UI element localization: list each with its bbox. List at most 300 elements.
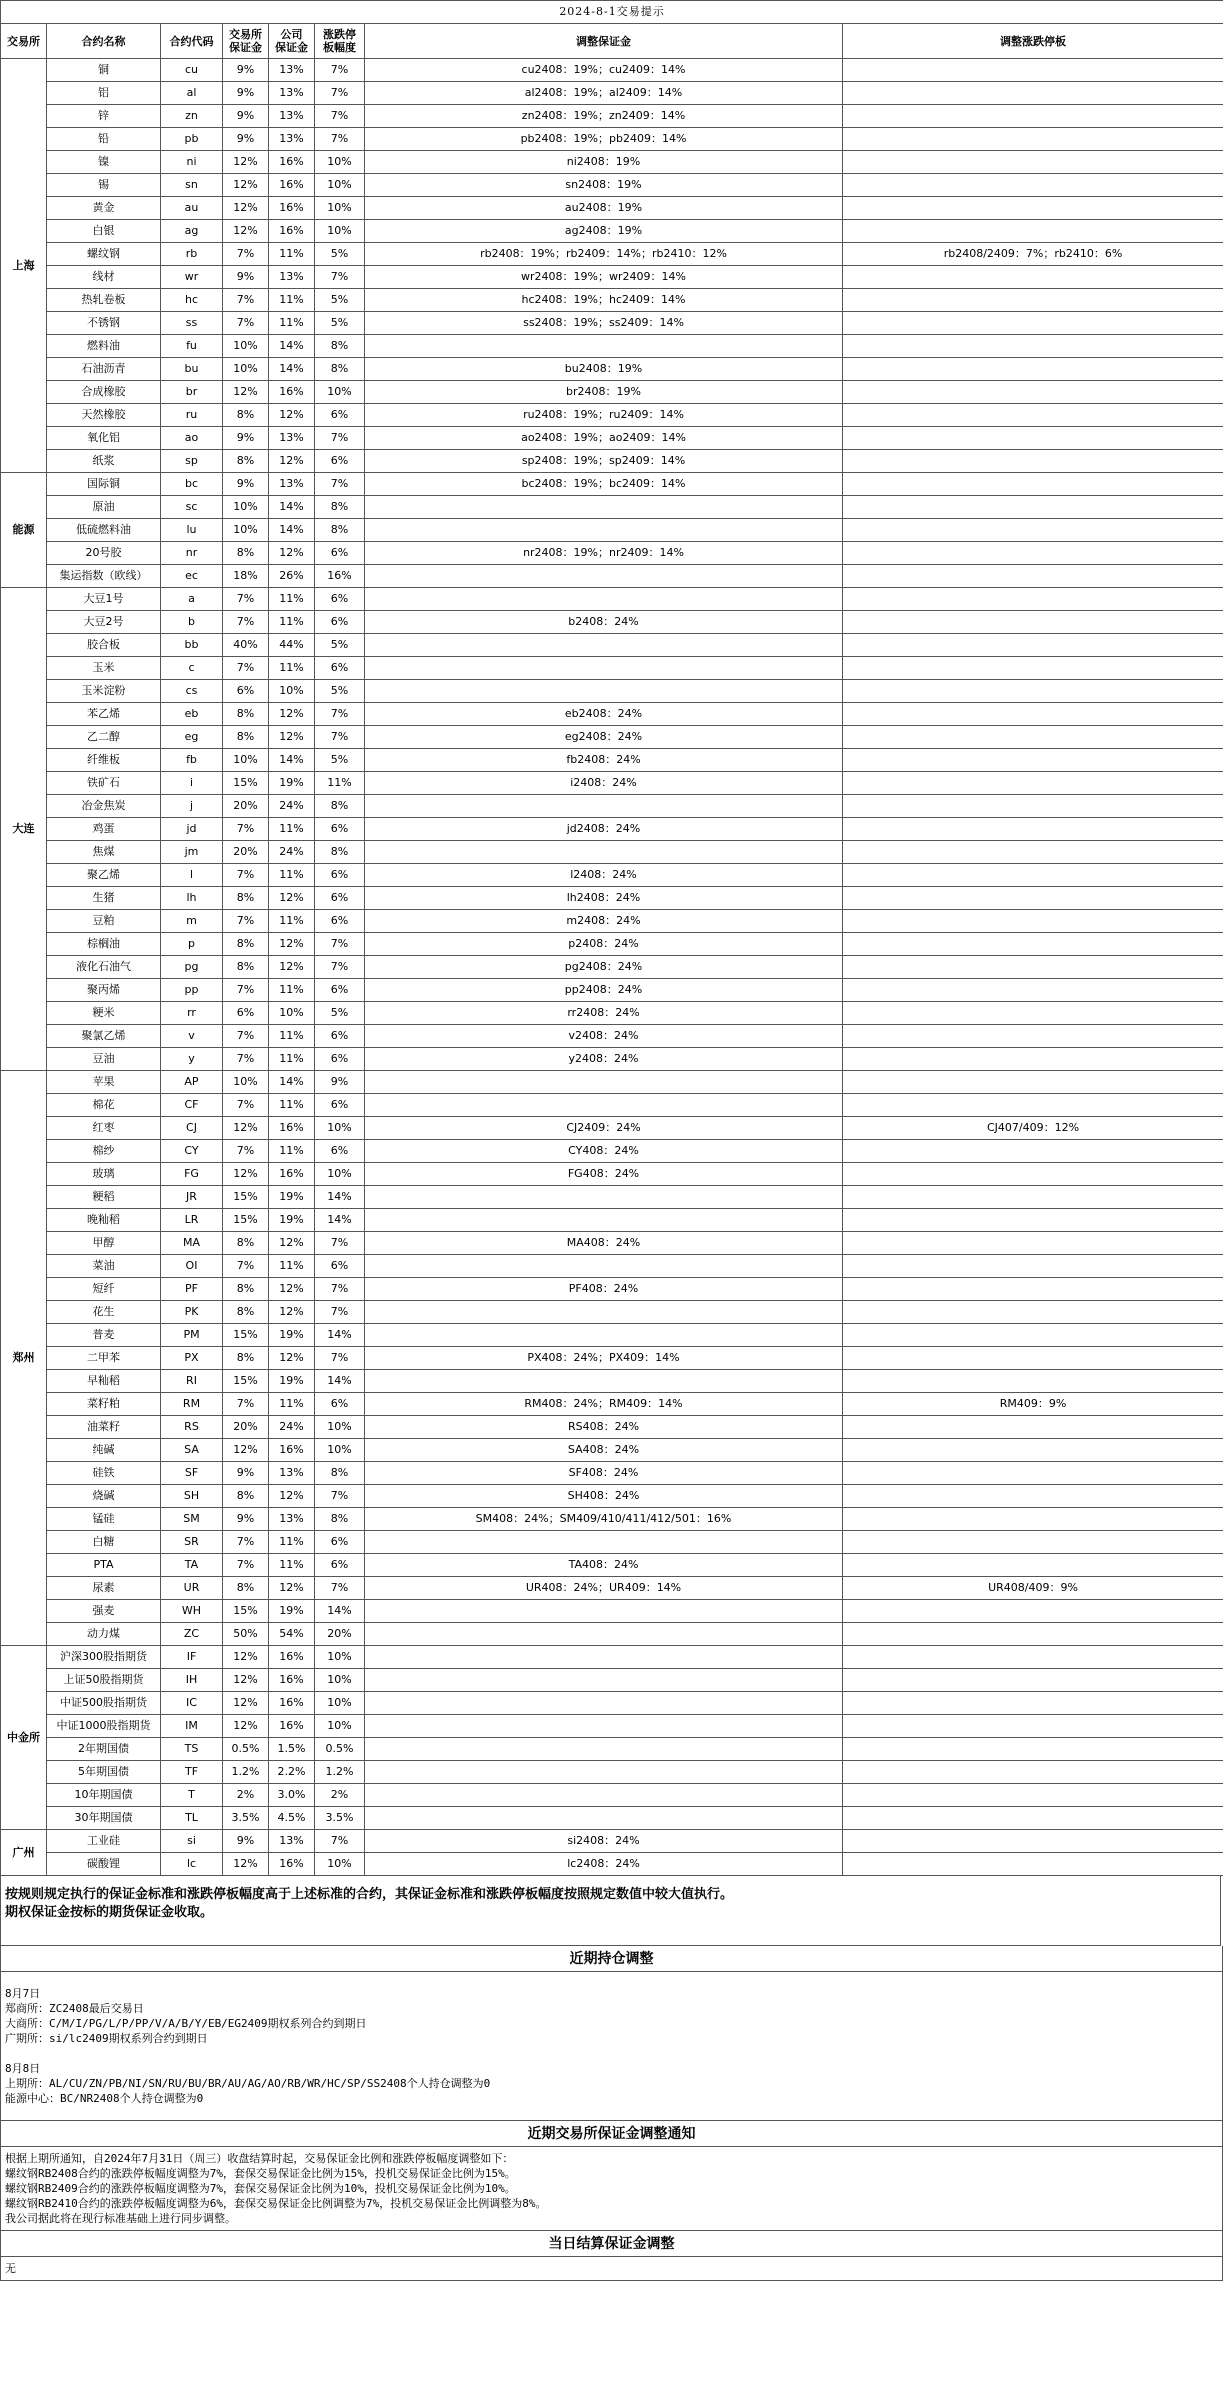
adjust-margin-cell: SM408：24%；SM409/410/411/412/501：16%: [365, 1508, 843, 1531]
table-row: [1, 956, 1223, 979]
company-margin-cell: 16%: [269, 1669, 315, 1692]
exchange-margin-cell: 18%: [223, 565, 269, 588]
exchange-margin-cell: 7%: [223, 979, 269, 1002]
contract-code-cell: eg: [161, 726, 223, 749]
contract-code-cell: au: [161, 197, 223, 220]
limit-cell: 8%: [315, 1508, 365, 1531]
table-row: [1, 1600, 1223, 1623]
adjust-margin-cell: rb2408：19%；rb2409：14%；rb2410：12%: [365, 243, 843, 266]
exchange-margin-cell: 9%: [223, 128, 269, 151]
contract-name-cell: 螺纹钢: [47, 243, 161, 266]
limit-cell: 7%: [315, 933, 365, 956]
limit-cell: 7%: [315, 427, 365, 450]
limit-cell: 6%: [315, 1094, 365, 1117]
contract-name-cell: 白银: [47, 220, 161, 243]
contract-name-cell: 早籼稻: [47, 1370, 161, 1393]
adjust-margin-cell: [365, 496, 843, 519]
company-margin-cell: 12%: [269, 1232, 315, 1255]
contract-code-cell: al: [161, 82, 223, 105]
company-margin-cell: 12%: [269, 887, 315, 910]
adjust-margin-cell: [365, 1531, 843, 1554]
table-row: [1, 910, 1223, 933]
table-row: [1, 565, 1223, 588]
adjust-limit-cell: [843, 1209, 1223, 1232]
contract-code-cell: IF: [161, 1646, 223, 1669]
adjust-margin-cell: [365, 1715, 843, 1738]
company-margin-cell: 11%: [269, 1094, 315, 1117]
adjust-limit-cell: [843, 1646, 1223, 1669]
table-row: [1, 1094, 1223, 1117]
table-row: [1, 1140, 1223, 1163]
contract-name-cell: 20号胶: [47, 542, 161, 565]
company-margin-cell: 2.2%: [269, 1761, 315, 1784]
company-margin-cell: 12%: [269, 726, 315, 749]
table-row: [1, 657, 1223, 680]
table-row: [1, 1347, 1223, 1370]
exchange-margin-cell: 12%: [223, 174, 269, 197]
adjust-margin-cell: [365, 795, 843, 818]
exchange-margin-cell: 7%: [223, 1554, 269, 1577]
table-row: [1, 519, 1223, 542]
exchange-margin-cell: 8%: [223, 1347, 269, 1370]
adjust-limit-cell: [843, 1140, 1223, 1163]
exchange-margin-cell: 2%: [223, 1784, 269, 1807]
limit-cell: 10%: [315, 1439, 365, 1462]
adjust-margin-cell: i2408：24%: [365, 772, 843, 795]
contract-code-cell: CJ: [161, 1117, 223, 1140]
contract-name-cell: 5年期国债: [47, 1761, 161, 1784]
limit-cell: 6%: [315, 1531, 365, 1554]
contract-code-cell: ss: [161, 312, 223, 335]
header-exchange-margin: 交易所 保证金: [223, 24, 269, 59]
exchange-margin-cell: 50%: [223, 1623, 269, 1646]
exchange-margin-cell: 7%: [223, 611, 269, 634]
adjust-margin-cell: v2408：24%: [365, 1025, 843, 1048]
header-contract-code: 合约代码: [161, 24, 223, 59]
table-row: [1, 841, 1223, 864]
contract-name-cell: 铅: [47, 128, 161, 151]
exchange-margin-cell: 12%: [223, 197, 269, 220]
contract-code-cell: SM: [161, 1508, 223, 1531]
adjust-margin-cell: p2408：24%: [365, 933, 843, 956]
table-row: [1, 1692, 1223, 1715]
contract-code-cell: ao: [161, 427, 223, 450]
exchange-margin-cell: 7%: [223, 289, 269, 312]
exchange-margin-cell: 7%: [223, 1048, 269, 1071]
adjust-limit-cell: [843, 105, 1223, 128]
contract-code-cell: wr: [161, 266, 223, 289]
contract-code-cell: fb: [161, 749, 223, 772]
contract-code-cell: lc: [161, 1853, 223, 1876]
section-line: 上期所：AL/CU/ZN/PB/NI/SN/RU/BU/BR/AU/AG/AO/RB/WR/HC/SP/SS2408个人持仓调整为0: [5, 2077, 491, 2090]
contract-name-cell: 黄金: [47, 197, 161, 220]
adjust-margin-cell: rr2408：24%: [365, 1002, 843, 1025]
contract-code-cell: c: [161, 657, 223, 680]
adjust-limit-cell: [843, 1255, 1223, 1278]
table-row: [1, 151, 1223, 174]
table-row: [1, 1186, 1223, 1209]
company-margin-cell: 12%: [269, 542, 315, 565]
adjust-limit-cell: [843, 335, 1223, 358]
company-margin-cell: 13%: [269, 105, 315, 128]
table-row: [1, 749, 1223, 772]
exchange-margin-cell: 8%: [223, 726, 269, 749]
adjust-limit-cell: [843, 634, 1223, 657]
contract-name-cell: 晚籼稻: [47, 1209, 161, 1232]
company-margin-cell: 13%: [269, 427, 315, 450]
exchange-margin-cell: 9%: [223, 1462, 269, 1485]
adjust-margin-cell: pg2408：24%: [365, 956, 843, 979]
exchange-margin-cell: 8%: [223, 1485, 269, 1508]
contract-name-cell: 工业硅: [47, 1830, 161, 1853]
limit-cell: 6%: [315, 979, 365, 1002]
contract-name-cell: 铜: [47, 59, 161, 82]
table-row: [1, 1002, 1223, 1025]
adjust-limit-cell: [843, 818, 1223, 841]
exchange-margin-cell: 8%: [223, 404, 269, 427]
company-margin-cell: 24%: [269, 795, 315, 818]
table-row: [1, 1623, 1223, 1646]
section-line: 广期所：si/lc2409期权系列合约到期日: [5, 2032, 208, 2045]
company-margin-cell: 24%: [269, 841, 315, 864]
table-row: [1, 1163, 1223, 1186]
limit-cell: 6%: [315, 588, 365, 611]
contract-name-cell: 强麦: [47, 1600, 161, 1623]
adjust-margin-cell: [365, 1600, 843, 1623]
company-margin-cell: 54%: [269, 1623, 315, 1646]
contract-code-cell: bc: [161, 473, 223, 496]
adjust-margin-cell: al2408：19%；al2409：14%: [365, 82, 843, 105]
contract-code-cell: l: [161, 864, 223, 887]
exchange-margin-cell: 12%: [223, 1117, 269, 1140]
company-margin-cell: 12%: [269, 1278, 315, 1301]
limit-cell: 10%: [315, 151, 365, 174]
contract-name-cell: 聚氯乙烯: [47, 1025, 161, 1048]
adjust-margin-cell: ao2408：19%；ao2409：14%: [365, 427, 843, 450]
section-line: 螺纹钢RB2408合约的涨跌停板幅度调整为7%，套保交易保证金比例为15%，投机交易保证金比例为15%。: [5, 2167, 516, 2180]
limit-cell: 10%: [315, 1117, 365, 1140]
adjust-margin-cell: RS408：24%: [365, 1416, 843, 1439]
contract-code-cell: JR: [161, 1186, 223, 1209]
company-margin-cell: 16%: [269, 381, 315, 404]
exchange-margin-cell: 9%: [223, 1508, 269, 1531]
contract-code-cell: si: [161, 1830, 223, 1853]
adjust-margin-cell: zn2408：19%；zn2409：14%: [365, 105, 843, 128]
limit-cell: 7%: [315, 82, 365, 105]
adjust-limit-cell: [843, 427, 1223, 450]
exchange-cell: 郑州: [1, 1071, 47, 1646]
contract-code-cell: cu: [161, 59, 223, 82]
section-line: 无: [5, 2262, 16, 2275]
adjust-limit-cell: [843, 381, 1223, 404]
limit-cell: 5%: [315, 312, 365, 335]
contract-name-cell: 普麦: [47, 1324, 161, 1347]
limit-cell: 7%: [315, 1301, 365, 1324]
table-row: [1, 220, 1223, 243]
contract-code-cell: ru: [161, 404, 223, 427]
exchange-margin-cell: 9%: [223, 82, 269, 105]
exchange-margin-cell: 12%: [223, 151, 269, 174]
section-body: [0, 2257, 1223, 2281]
adjust-margin-cell: [365, 657, 843, 680]
adjust-margin-cell: [365, 1094, 843, 1117]
company-margin-cell: 11%: [269, 1025, 315, 1048]
adjust-margin-cell: [365, 588, 843, 611]
limit-cell: 8%: [315, 335, 365, 358]
contract-code-cell: bb: [161, 634, 223, 657]
header-row: [1, 24, 1223, 59]
company-margin-cell: 10%: [269, 1002, 315, 1025]
exchange-margin-cell: 7%: [223, 1531, 269, 1554]
exchange-margin-cell: 6%: [223, 1002, 269, 1025]
company-margin-cell: 14%: [269, 749, 315, 772]
adjust-margin-cell: y2408：24%: [365, 1048, 843, 1071]
exchange-margin-cell: 15%: [223, 1370, 269, 1393]
limit-cell: 14%: [315, 1600, 365, 1623]
adjust-limit-cell: [843, 1508, 1223, 1531]
header-exchange: 交易所: [1, 24, 47, 59]
table-row: [1, 82, 1223, 105]
contract-name-cell: 短纤: [47, 1278, 161, 1301]
contract-name-cell: 石油沥青: [47, 358, 161, 381]
contract-name-cell: 粳稻: [47, 1186, 161, 1209]
exchange-margin-cell: 3.5%: [223, 1807, 269, 1830]
table-row: [1, 611, 1223, 634]
contract-name-cell: 花生: [47, 1301, 161, 1324]
adjust-limit-cell: [843, 680, 1223, 703]
company-margin-cell: 11%: [269, 243, 315, 266]
company-margin-cell: 44%: [269, 634, 315, 657]
table-row: [1, 703, 1223, 726]
company-margin-cell: 14%: [269, 496, 315, 519]
exchange-margin-cell: 10%: [223, 358, 269, 381]
table-row: [1, 1232, 1223, 1255]
company-margin-cell: 13%: [269, 1462, 315, 1485]
company-margin-cell: 16%: [269, 1715, 315, 1738]
exchange-margin-cell: 12%: [223, 1439, 269, 1462]
limit-cell: 11%: [315, 772, 365, 795]
contract-name-cell: 棉纱: [47, 1140, 161, 1163]
contract-code-cell: RM: [161, 1393, 223, 1416]
contract-code-cell: PX: [161, 1347, 223, 1370]
adjust-limit-cell: [843, 1761, 1223, 1784]
exchange-margin-cell: 10%: [223, 519, 269, 542]
contract-name-cell: 液化石油气: [47, 956, 161, 979]
table-row: [1, 1255, 1223, 1278]
limit-cell: 9%: [315, 1071, 365, 1094]
company-margin-cell: 11%: [269, 611, 315, 634]
adjust-limit-cell: [843, 657, 1223, 680]
exchange-margin-cell: 15%: [223, 1209, 269, 1232]
contract-code-cell: a: [161, 588, 223, 611]
header-company-margin: 公司 保证金: [269, 24, 315, 59]
exchange-margin-cell: 9%: [223, 1830, 269, 1853]
limit-cell: 8%: [315, 358, 365, 381]
limit-cell: 5%: [315, 243, 365, 266]
limit-cell: 6%: [315, 404, 365, 427]
company-margin-cell: 19%: [269, 1186, 315, 1209]
adjust-margin-cell: pb2408：19%；pb2409：14%: [365, 128, 843, 151]
adjust-margin-cell: [365, 565, 843, 588]
contract-code-cell: pp: [161, 979, 223, 1002]
company-margin-cell: 16%: [269, 1646, 315, 1669]
company-margin-cell: 16%: [269, 151, 315, 174]
section-line: 8月7日: [5, 1987, 41, 2000]
exchange-margin-cell: 12%: [223, 220, 269, 243]
company-margin-cell: 13%: [269, 473, 315, 496]
table-row: [1, 795, 1223, 818]
contract-name-cell: 甲醇: [47, 1232, 161, 1255]
exchange-margin-cell: 7%: [223, 657, 269, 680]
contract-name-cell: 碳酸锂: [47, 1853, 161, 1876]
limit-cell: 7%: [315, 1577, 365, 1600]
contract-name-cell: 30年期国债: [47, 1807, 161, 1830]
adjust-margin-cell: au2408：19%: [365, 197, 843, 220]
company-margin-cell: 13%: [269, 59, 315, 82]
header-contract-name: 合约名称: [47, 24, 161, 59]
adjust-limit-cell: [843, 1048, 1223, 1071]
limit-cell: 6%: [315, 910, 365, 933]
exchange-margin-cell: 15%: [223, 772, 269, 795]
contract-name-cell: 尿素: [47, 1577, 161, 1600]
contract-code-cell: TL: [161, 1807, 223, 1830]
adjust-limit-cell: [843, 542, 1223, 565]
contract-name-cell: 棕榈油: [47, 933, 161, 956]
company-margin-cell: 11%: [269, 1554, 315, 1577]
contract-code-cell: bu: [161, 358, 223, 381]
limit-cell: 7%: [315, 703, 365, 726]
contract-code-cell: LR: [161, 1209, 223, 1232]
section-line: 能源中心：BC/NR2408个人持仓调整为0: [5, 2092, 204, 2105]
adjust-margin-cell: [365, 1301, 843, 1324]
contract-name-cell: 中证500股指期货: [47, 1692, 161, 1715]
exchange-margin-cell: 9%: [223, 105, 269, 128]
exchange-margin-cell: 7%: [223, 588, 269, 611]
limit-cell: 20%: [315, 1623, 365, 1646]
adjust-limit-cell: [843, 1692, 1223, 1715]
table-row: [1, 266, 1223, 289]
contract-code-cell: pg: [161, 956, 223, 979]
adjust-limit-cell: [843, 1025, 1223, 1048]
exchange-cell: 中金所: [1, 1646, 47, 1830]
exchange-margin-cell: 8%: [223, 956, 269, 979]
exchange-margin-cell: 12%: [223, 1646, 269, 1669]
adjust-limit-cell: [843, 82, 1223, 105]
contract-name-cell: 硅铁: [47, 1462, 161, 1485]
contract-name-cell: 氧化铝: [47, 427, 161, 450]
exchange-margin-cell: 15%: [223, 1186, 269, 1209]
contract-code-cell: TF: [161, 1761, 223, 1784]
adjust-limit-cell: [843, 266, 1223, 289]
contract-name-cell: 鸡蛋: [47, 818, 161, 841]
adjust-margin-cell: eb2408：24%: [365, 703, 843, 726]
company-margin-cell: 11%: [269, 289, 315, 312]
adjust-limit-cell: [843, 1094, 1223, 1117]
table-row: [1, 1324, 1223, 1347]
adjust-limit-cell: [843, 1002, 1223, 1025]
contract-name-cell: 二甲苯: [47, 1347, 161, 1370]
contract-code-cell: ec: [161, 565, 223, 588]
exchange-margin-cell: 1.2%: [223, 1761, 269, 1784]
contract-code-cell: ZC: [161, 1623, 223, 1646]
company-margin-cell: 16%: [269, 174, 315, 197]
contract-name-cell: 冶金焦炭: [47, 795, 161, 818]
limit-cell: 10%: [315, 1692, 365, 1715]
contract-name-cell: 中证1000股指期货: [47, 1715, 161, 1738]
contract-code-cell: hc: [161, 289, 223, 312]
exchange-margin-cell: 6%: [223, 680, 269, 703]
limit-cell: 6%: [315, 450, 365, 473]
exchange-margin-cell: 12%: [223, 1853, 269, 1876]
contract-code-cell: br: [161, 381, 223, 404]
company-margin-cell: 11%: [269, 910, 315, 933]
adjust-limit-cell: [843, 1324, 1223, 1347]
company-margin-cell: 16%: [269, 1692, 315, 1715]
limit-cell: 2%: [315, 1784, 365, 1807]
table-row: [1, 818, 1223, 841]
exchange-margin-cell: 10%: [223, 749, 269, 772]
contract-name-cell: 线材: [47, 266, 161, 289]
table-row: [1, 427, 1223, 450]
adjust-limit-cell: [843, 611, 1223, 634]
contract-code-cell: eb: [161, 703, 223, 726]
contract-code-cell: i: [161, 772, 223, 795]
adjust-margin-cell: lc2408：24%: [365, 1853, 843, 1876]
adjust-margin-cell: fb2408：24%: [365, 749, 843, 772]
section-line: 大商所：C/M/I/PG/L/P/PP/V/A/B/Y/EB/EG2409期权系列合约到期日: [5, 2017, 367, 2030]
limit-cell: 10%: [315, 174, 365, 197]
contract-code-cell: AP: [161, 1071, 223, 1094]
limit-cell: 14%: [315, 1209, 365, 1232]
adjust-margin-cell: jd2408：24%: [365, 818, 843, 841]
contract-name-cell: 纤维板: [47, 749, 161, 772]
adjust-margin-cell: eg2408：24%: [365, 726, 843, 749]
company-margin-cell: 11%: [269, 818, 315, 841]
limit-cell: 7%: [315, 1830, 365, 1853]
adjust-limit-cell: [843, 1439, 1223, 1462]
adjust-margin-cell: [365, 1807, 843, 1830]
table-row: [1, 128, 1223, 151]
adjust-limit-cell: [843, 496, 1223, 519]
contract-name-cell: 白糖: [47, 1531, 161, 1554]
contract-name-cell: 上证50股指期货: [47, 1669, 161, 1692]
table-row: [1, 358, 1223, 381]
contract-name-cell: 低硫燃料油: [47, 519, 161, 542]
exchange-margin-cell: 10%: [223, 496, 269, 519]
exchange-margin-cell: 10%: [223, 1071, 269, 1094]
limit-cell: 10%: [315, 1646, 365, 1669]
adjust-limit-cell: [843, 1232, 1223, 1255]
adjust-limit-cell: [843, 841, 1223, 864]
adjust-margin-cell: wr2408：19%；wr2409：14%: [365, 266, 843, 289]
company-margin-cell: 19%: [269, 1324, 315, 1347]
contract-name-cell: 玉米: [47, 657, 161, 680]
table-row: [1, 680, 1223, 703]
exchange-margin-cell: 40%: [223, 634, 269, 657]
section-line: [5, 2046, 1218, 2061]
limit-cell: 10%: [315, 1853, 365, 1876]
limit-cell: 6%: [315, 864, 365, 887]
table-row: [1, 1048, 1223, 1071]
adjust-margin-cell: FG408：24%: [365, 1163, 843, 1186]
contract-code-cell: SF: [161, 1462, 223, 1485]
adjust-limit-cell: [843, 1623, 1223, 1646]
exchange-margin-cell: 7%: [223, 818, 269, 841]
contract-name-cell: 动力煤: [47, 1623, 161, 1646]
adjust-limit-cell: [843, 289, 1223, 312]
table-row: [1, 887, 1223, 910]
contract-name-cell: 不锈钢: [47, 312, 161, 335]
